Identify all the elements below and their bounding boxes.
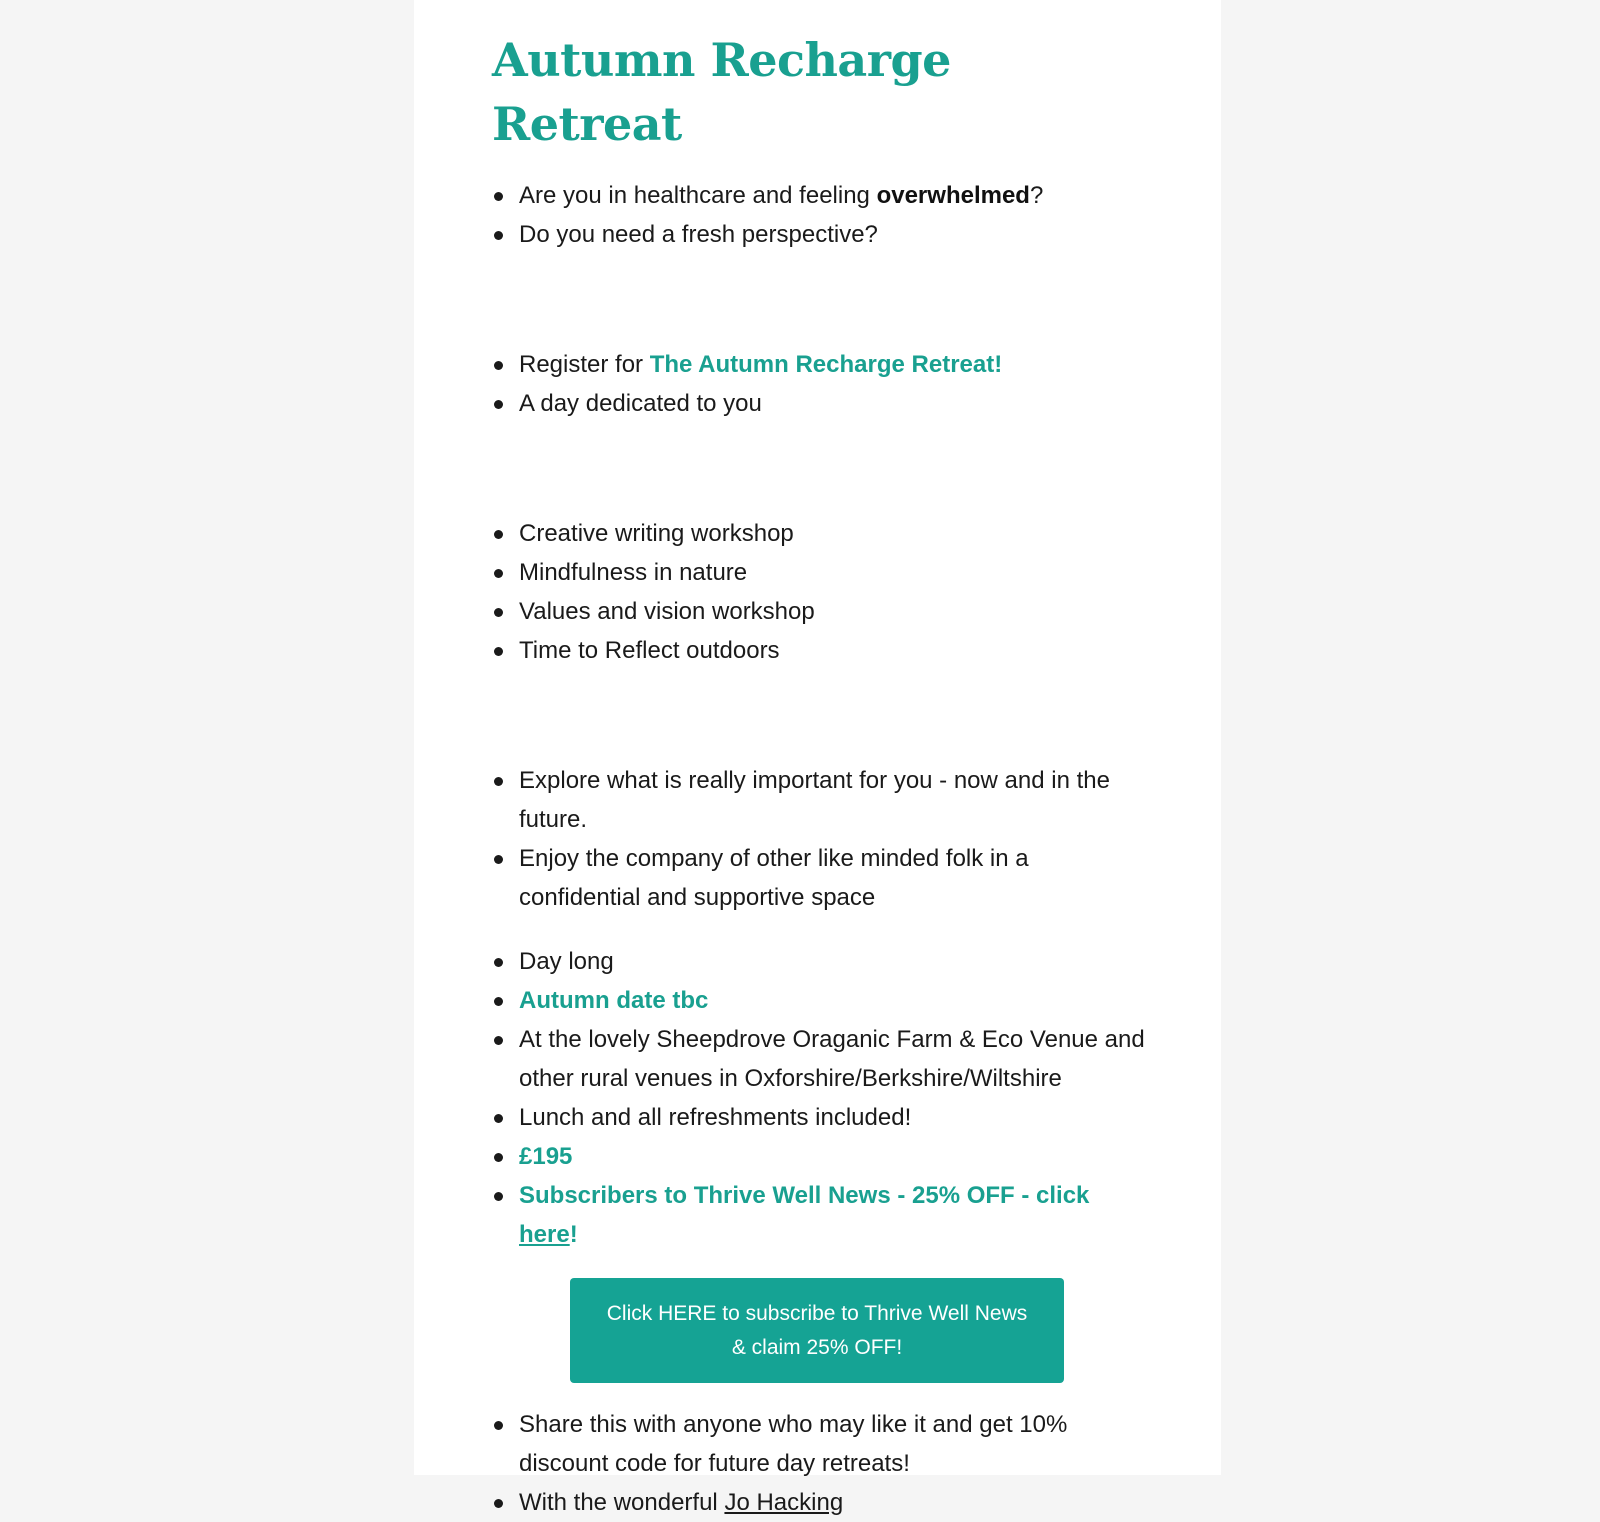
details-list bbox=[492, 942, 1152, 1254]
subscribe-button-line2: & claim 25% OFF! bbox=[731, 1335, 903, 1359]
subscribe-button-line1: Click HERE to subscribe to Thrive Well News bbox=[606, 1301, 1028, 1325]
price-item: £195 bbox=[519, 1137, 1152, 1176]
content-card bbox=[414, 0, 1221, 1516]
facilitator-item bbox=[519, 1483, 1152, 1522]
duration-item: Day long bbox=[519, 942, 1152, 981]
list-item bbox=[519, 176, 1152, 215]
venue-item: At the lovely Sheepdrove Oraganic Farm & Eco Venue and other rural venues in Oxforshire/Berkshire/Wiltshire bbox=[519, 1020, 1152, 1098]
list-item: A day dedicated to you bbox=[519, 384, 1152, 423]
subscriber-here-link[interactable]: here bbox=[519, 1221, 570, 1248]
list-item bbox=[519, 345, 1152, 384]
subscribe-button[interactable] bbox=[570, 1278, 1064, 1383]
benefit-item: Explore what is really important for you - now and in the future. bbox=[519, 761, 1152, 839]
activity-item: Values and vision workshop bbox=[519, 592, 1152, 631]
content-column bbox=[492, 0, 1152, 1522]
subscriber-offer-item bbox=[519, 1176, 1152, 1254]
date-item: Autumn date tbc bbox=[519, 981, 1152, 1020]
footer-list bbox=[492, 1405, 1152, 1522]
register-text: Register for bbox=[519, 351, 650, 378]
emphasis-text: overwhelmed bbox=[876, 182, 1030, 209]
activity-item: Time to Reflect outdoors bbox=[519, 631, 1152, 670]
page-title: Autumn Recharge Retreat bbox=[492, 33, 951, 151]
subscriber-offer-suffix: ! bbox=[569, 1221, 578, 1248]
facilitator-text: With the wonderful bbox=[519, 1489, 725, 1516]
activities-list bbox=[492, 514, 1152, 670]
share-item: Share this with anyone who may like it and get 10% discount code for future day retreats! bbox=[519, 1405, 1152, 1483]
intro-list bbox=[492, 176, 1152, 254]
lunch-item: Lunch and all refreshments included! bbox=[519, 1098, 1152, 1137]
question-text: Are you in healthcare and feeling bbox=[519, 182, 877, 209]
benefits-list bbox=[492, 761, 1152, 917]
retreat-link[interactable]: The Autumn Recharge Retreat! bbox=[649, 351, 1003, 378]
facilitator-link[interactable]: Jo Hacking bbox=[724, 1489, 844, 1516]
activity-item: Creative writing workshop bbox=[519, 514, 1152, 553]
question-suffix: ? bbox=[1029, 182, 1044, 209]
register-list bbox=[492, 345, 1152, 423]
list-item: Do you need a fresh perspective? bbox=[519, 215, 1152, 254]
cta-wrapper bbox=[492, 1278, 1152, 1383]
subscriber-offer-text: Subscribers to Thrive Well News - 25% OFF - click bbox=[519, 1182, 1090, 1209]
activity-item: Mindfulness in nature bbox=[519, 553, 1152, 592]
benefit-item: Enjoy the company of other like minded folk in a confidential and supportive space bbox=[519, 839, 1152, 917]
